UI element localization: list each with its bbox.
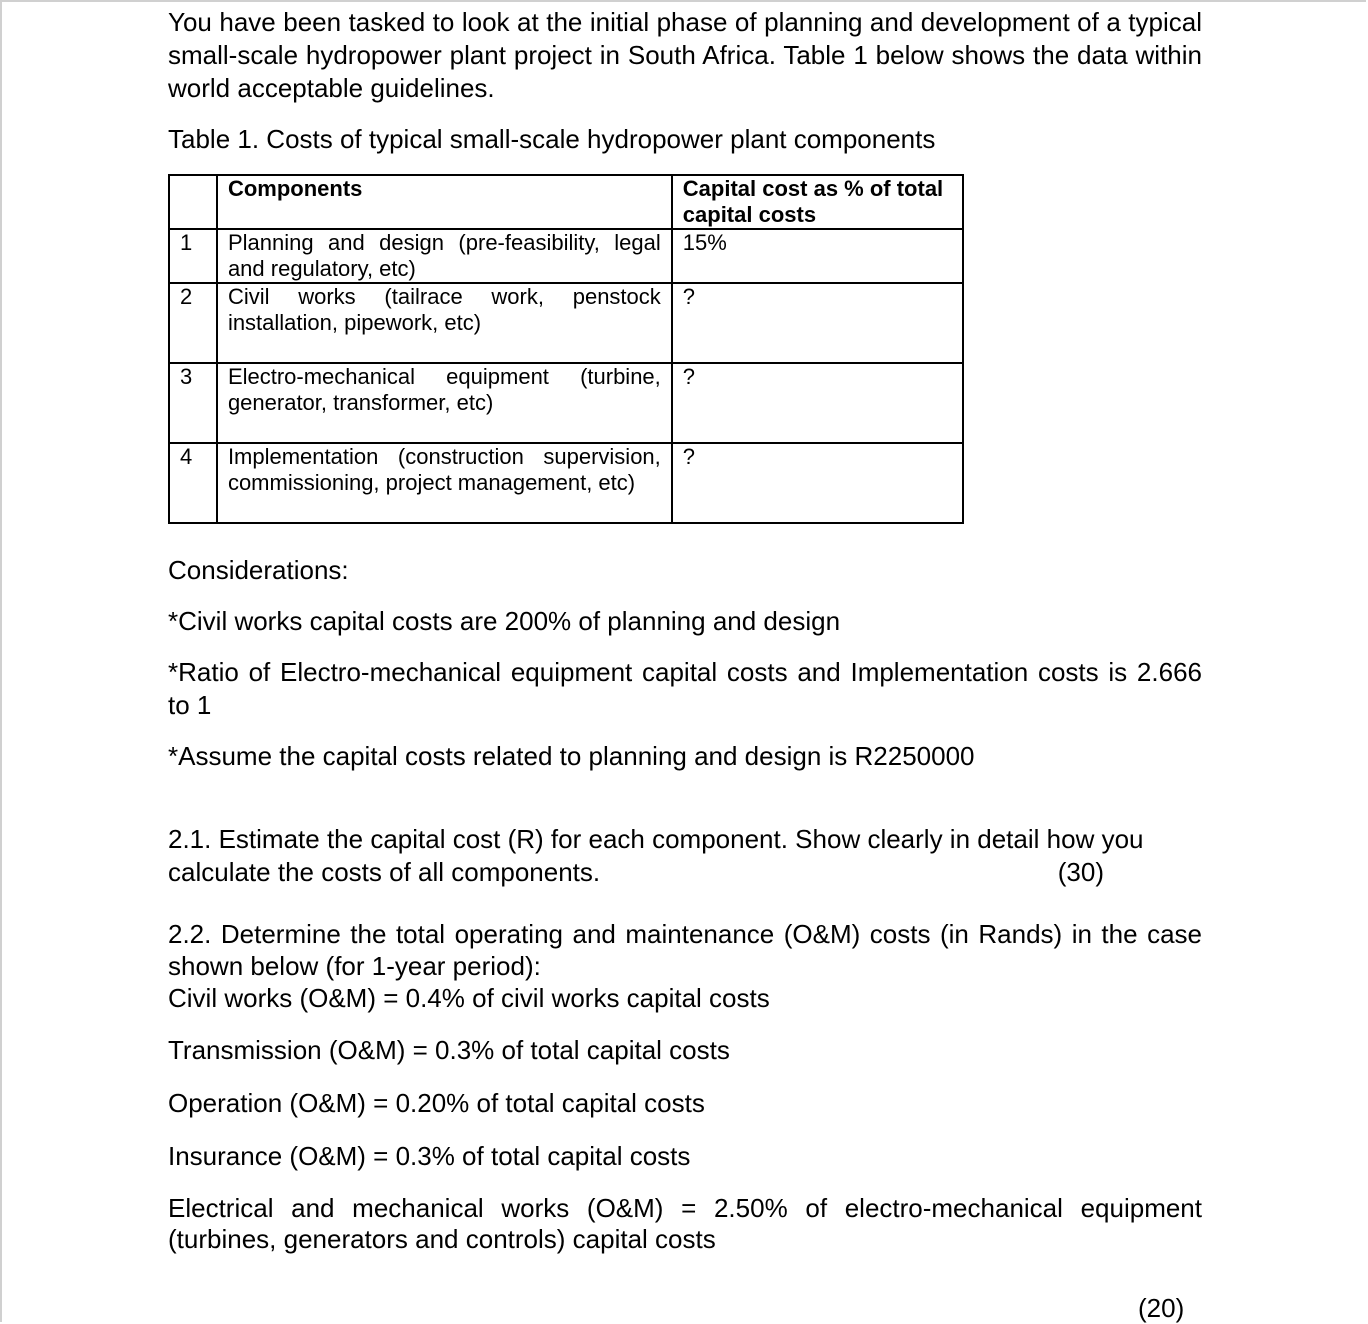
table-header-row — [169, 175, 963, 229]
document-content — [168, 6, 1202, 1255]
table-row — [169, 229, 963, 283]
question-2-1-line2: calculate the costs of all components. — [168, 857, 601, 887]
row-component: Planning and design (pre-feasibility, legal and regulatory, etc) — [217, 229, 672, 283]
consideration-item: *Ratio of Electro-mechanical equipment capital costs and Implementation costs is 2.666 to 1 — [168, 657, 1202, 720]
table-row — [169, 363, 963, 443]
table-row — [169, 443, 963, 523]
question-2-1-line2-row — [168, 856, 1202, 888]
row-component: Implementation (construction supervision, commissioning, project management, etc) — [217, 443, 672, 523]
row-cost: ? — [672, 443, 963, 523]
question-2-1-line1: 2.1. Estimate the capital cost (R) for each component. Show clearly in detail how you — [168, 824, 1144, 854]
row-component: Electro-mechanical equipment (turbine, generator, transformer, etc) — [217, 363, 672, 443]
om-item: Operation (O&M) = 0.20% of total capital costs — [168, 1088, 705, 1118]
row-number: 4 — [169, 443, 217, 523]
row-cost: 15% — [672, 229, 963, 283]
header-number — [169, 175, 217, 229]
header-capital-cost: Capital cost as % of total capital costs — [672, 175, 963, 229]
table-row — [169, 283, 963, 363]
om-item: Insurance (O&M) = 0.3% of total capital costs — [168, 1141, 691, 1171]
question-2-2-text: 2.2. Determine the total operating and maintenance (O&M) costs (in Rands) in the case shown below (for 1-year period): — [168, 919, 1202, 981]
question-2-1-marks: (30) — [1057, 857, 1104, 887]
om-item: Civil works (O&M) = 0.4% of civil works capital costs — [168, 983, 770, 1013]
consideration-item: *Assume the capital costs related to planning and design is R2250000 — [168, 741, 975, 771]
row-cost: ? — [672, 363, 963, 443]
om-item: Transmission (O&M) = 0.3% of total capital costs — [168, 1035, 730, 1065]
components-cost-table — [168, 174, 964, 524]
question-2-2-marks: (20) — [1138, 1293, 1185, 1323]
consideration-item: *Civil works capital costs are 200% of planning and design — [168, 606, 841, 636]
row-number: 3 — [169, 363, 217, 443]
table-caption: Table 1. Costs of typical small-scale hydropower plant components — [168, 124, 936, 154]
question-2-1 — [168, 823, 1202, 888]
intro-paragraph: You have been tasked to look at the initial phase of planning and development of a typical small-scale hydropower plant project in South Africa. Table 1 below shows the data within world acceptable guidelines. — [168, 7, 1202, 103]
row-number: 1 — [169, 229, 217, 283]
row-number: 2 — [169, 283, 217, 363]
considerations-heading: Considerations: — [168, 555, 349, 585]
row-component: Civil works (tailrace work, penstock installation, pipework, etc) — [217, 283, 672, 363]
question-2-2 — [168, 918, 1202, 1255]
om-item: Electrical and mechanical works (O&M) = 2.50% of electro-mechanical equipment (turbines, generators and controls) capital costs — [168, 1193, 1202, 1254]
row-cost: ? — [672, 283, 963, 363]
header-components: Components — [217, 175, 672, 229]
